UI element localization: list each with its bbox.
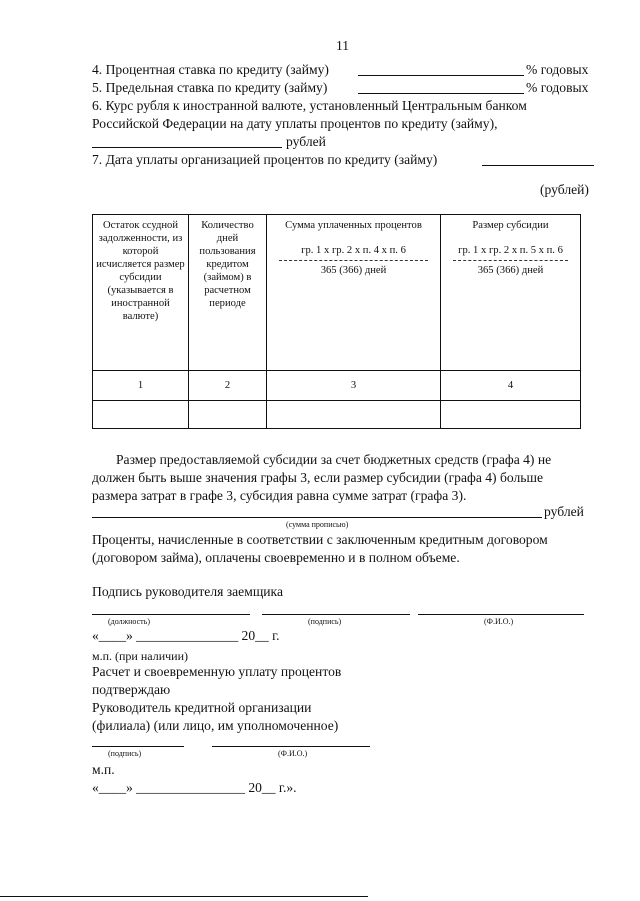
bank-signature-blank [92, 746, 184, 747]
borrower-seal: м.п. (при наличии) [92, 649, 188, 663]
item4-blank [358, 75, 524, 76]
item6-suffix: рублей [286, 134, 326, 149]
bank-line1: Расчет и своевременную уплату процентов [92, 664, 342, 679]
col3-fraction-line [279, 260, 428, 261]
position-caption: (должность) [108, 617, 150, 626]
paragraph-line1: Размер предоставляемой субсидии за счет бюджетных средств (графа 4) не [116, 452, 552, 467]
col-number-1: 1 [93, 371, 189, 401]
col-number-4: 4 [441, 371, 581, 401]
subsidy-table [92, 214, 581, 429]
bank-name-caption: (Ф.И.О.) [278, 749, 308, 758]
item5-label: 5. Предельная ставка по кредиту (займу) [92, 80, 328, 95]
borrower-signature-title: Подпись руководителя заемщика [92, 584, 283, 599]
name-blank [418, 614, 584, 615]
col4-denominator: 365 (366) дней [477, 265, 544, 276]
bottom-rule [0, 896, 368, 897]
bank-date-line: «____» ________________ 20__ г.». [92, 780, 297, 795]
col4-title: Размер субсидии [472, 220, 549, 231]
col3-header [267, 215, 441, 371]
item4-suffix: % годовых [526, 62, 589, 77]
signature-caption: (подпись) [308, 617, 342, 626]
currency-note: (рублей) [540, 182, 589, 197]
interest-line2: (договором займа), оплачены своевременно и в полном объеме. [92, 550, 460, 565]
data-cell-4 [441, 401, 581, 429]
col3-numerator: гр. 1 х гр. 2 х п. 4 х п. 6 [301, 245, 406, 256]
amount-blank [92, 517, 542, 518]
amount-caption: (сумма прописью) [286, 520, 349, 529]
item6-line2: Российской Федерации на дату уплаты процентов по кредиту (займу), [92, 116, 498, 131]
borrower-date-line: «____» _______________ 20__ г. [92, 628, 280, 643]
item6-blank [92, 147, 282, 148]
paragraph-line2: должен быть выше значения графы 3, если размер субсидии (графа 4) больше [92, 470, 543, 485]
item5-suffix: % годовых [526, 80, 589, 95]
bank-line4: (филиала) (или лицо, им уполномоченное) [92, 718, 339, 733]
data-cell-3 [267, 401, 441, 429]
signature-blank [262, 614, 410, 615]
data-cell-2 [189, 401, 267, 429]
col4-header [441, 215, 581, 371]
interest-line1: Проценты, начисленные в соответствии с заключенным кредитным договором [92, 532, 548, 547]
bank-signature-caption: (подпись) [108, 749, 142, 758]
item5-blank [358, 93, 524, 94]
data-cell-1 [93, 401, 189, 429]
col-number-3: 3 [267, 371, 441, 401]
col-number-2: 2 [189, 371, 267, 401]
bank-line3: Руководитель кредитной организации [92, 700, 312, 715]
item4-label: 4. Процентная ставка по кредиту (займу) [92, 62, 329, 77]
item7-label: 7. Дата уплаты организацией процентов по кредиту (займу) [92, 152, 438, 167]
col2-header: Количество дней пользования кредитом (займом) в расчетном периоде [189, 215, 267, 371]
col3-title: Сумма уплаченных процентов [285, 220, 422, 231]
bank-line2: подтверждаю [92, 682, 171, 697]
paragraph-line3: размера затрат в графе 3, субсидия равна сумме затрат (графа 3). [92, 488, 467, 503]
name-caption: (Ф.И.О.) [484, 617, 514, 626]
item6-line1: 6. Курс рубля к иностранной валюте, установленный Центральным банком [92, 98, 527, 113]
amount-suffix: рублей [544, 504, 584, 519]
bank-seal: м.п. [92, 762, 115, 777]
item7-blank [482, 165, 594, 166]
col4-fraction-line [453, 260, 568, 261]
position-blank [92, 614, 250, 615]
col1-header: Остаток ссудной задолженности, из которой исчисляется размер субсидии (указывается в иностранной валюте) [93, 215, 189, 371]
col3-denominator: 365 (366) дней [320, 265, 387, 276]
bank-name-blank [212, 746, 370, 747]
page-number: 11 [336, 38, 350, 53]
col4-numerator: гр. 1 х гр. 2 х п. 5 х п. 6 [458, 245, 563, 256]
